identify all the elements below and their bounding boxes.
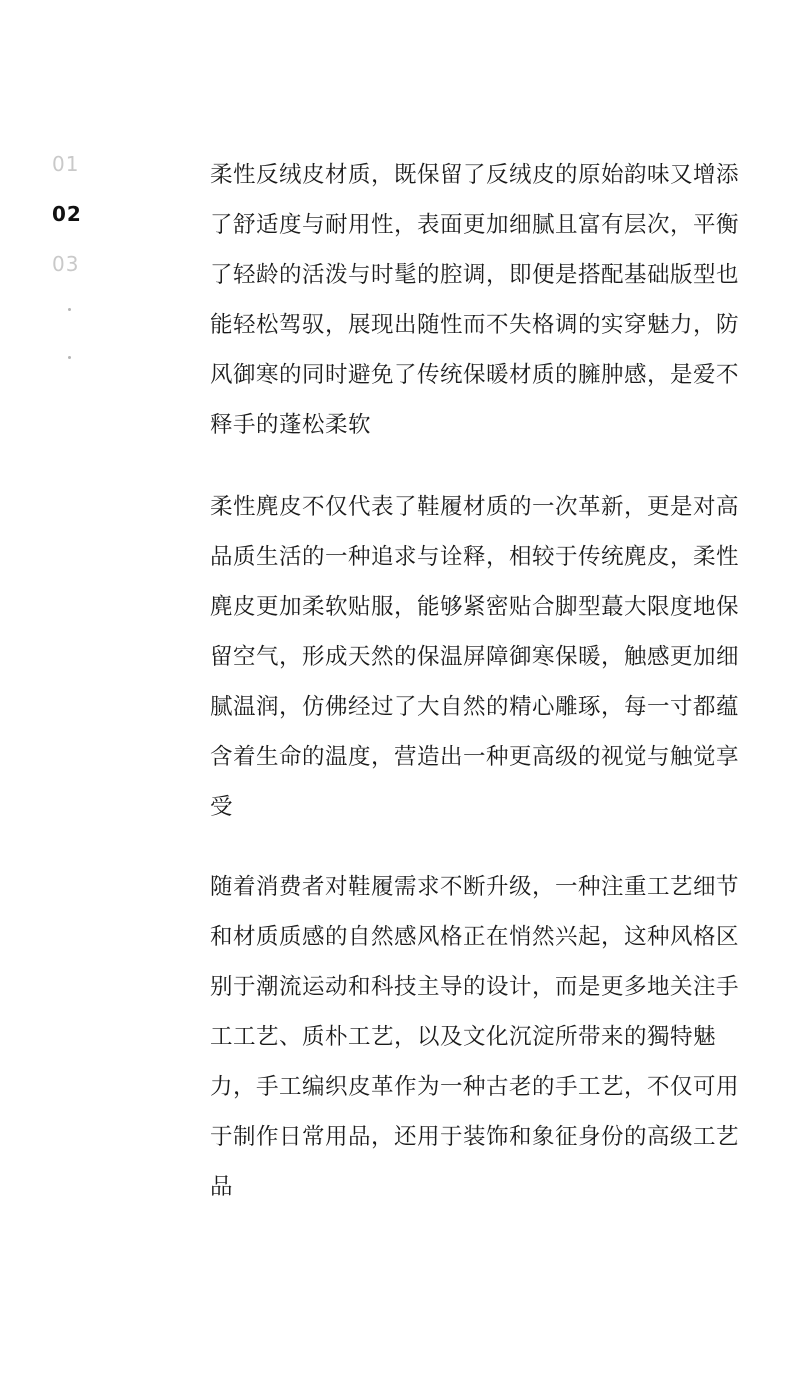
nav-item-01[interactable]: 01 [52,152,80,176]
nav-more-dot [68,308,71,311]
article-paragraph-2: 柔性麂皮不仅代表了鞋履材质的一次革新，更是对高品质生活的一种追求与诠释，相较于传统麂皮，柔性麂皮更加柔软贴服，能够紧密贴合脚型蕞大限度地保留空气，形成天然的保温屏障御寒保暖，触感更加细腻温润，仿佛经过了大自然的精心雕琢，每一寸都蕴含着生命的温度，营造出一种更高级的视觉与触觉享受 [210,494,740,820]
nav-item-02[interactable]: 02 [52,202,82,226]
article-paragraph-1: 柔性反绒皮材质，既保留了反绒皮的原始韵味又增添了舒适度与耐用性，表面更加细腻且富有层次，平衡了轻龄的活泼与时髦的腔调，即便是搭配基础版型也能轻松驾驭，展现出随性而不失格调的实穿魅力，防风御寒的同时避免了传统保暖材质的臃肿感，是爱不释手的蓬松柔软 [210,162,740,438]
nav-more-dot [68,356,71,359]
nav-item-03[interactable]: 03 [52,252,80,276]
article-paragraph-3: 随着消费者对鞋履需求不断升级，一种注重工艺细节和材质质感的自然感风格正在悄然兴起，这种风格区别于潮流运动和科技主导的设计，而是更多地关注手工工艺、质朴工艺，以及文化沉淀所带来的獨特魅力，手工编织皮革作为一种古老的手工艺，不仅可用于制作日常用品，还用于装饰和象征身份的高级工艺品 [210,874,740,1200]
